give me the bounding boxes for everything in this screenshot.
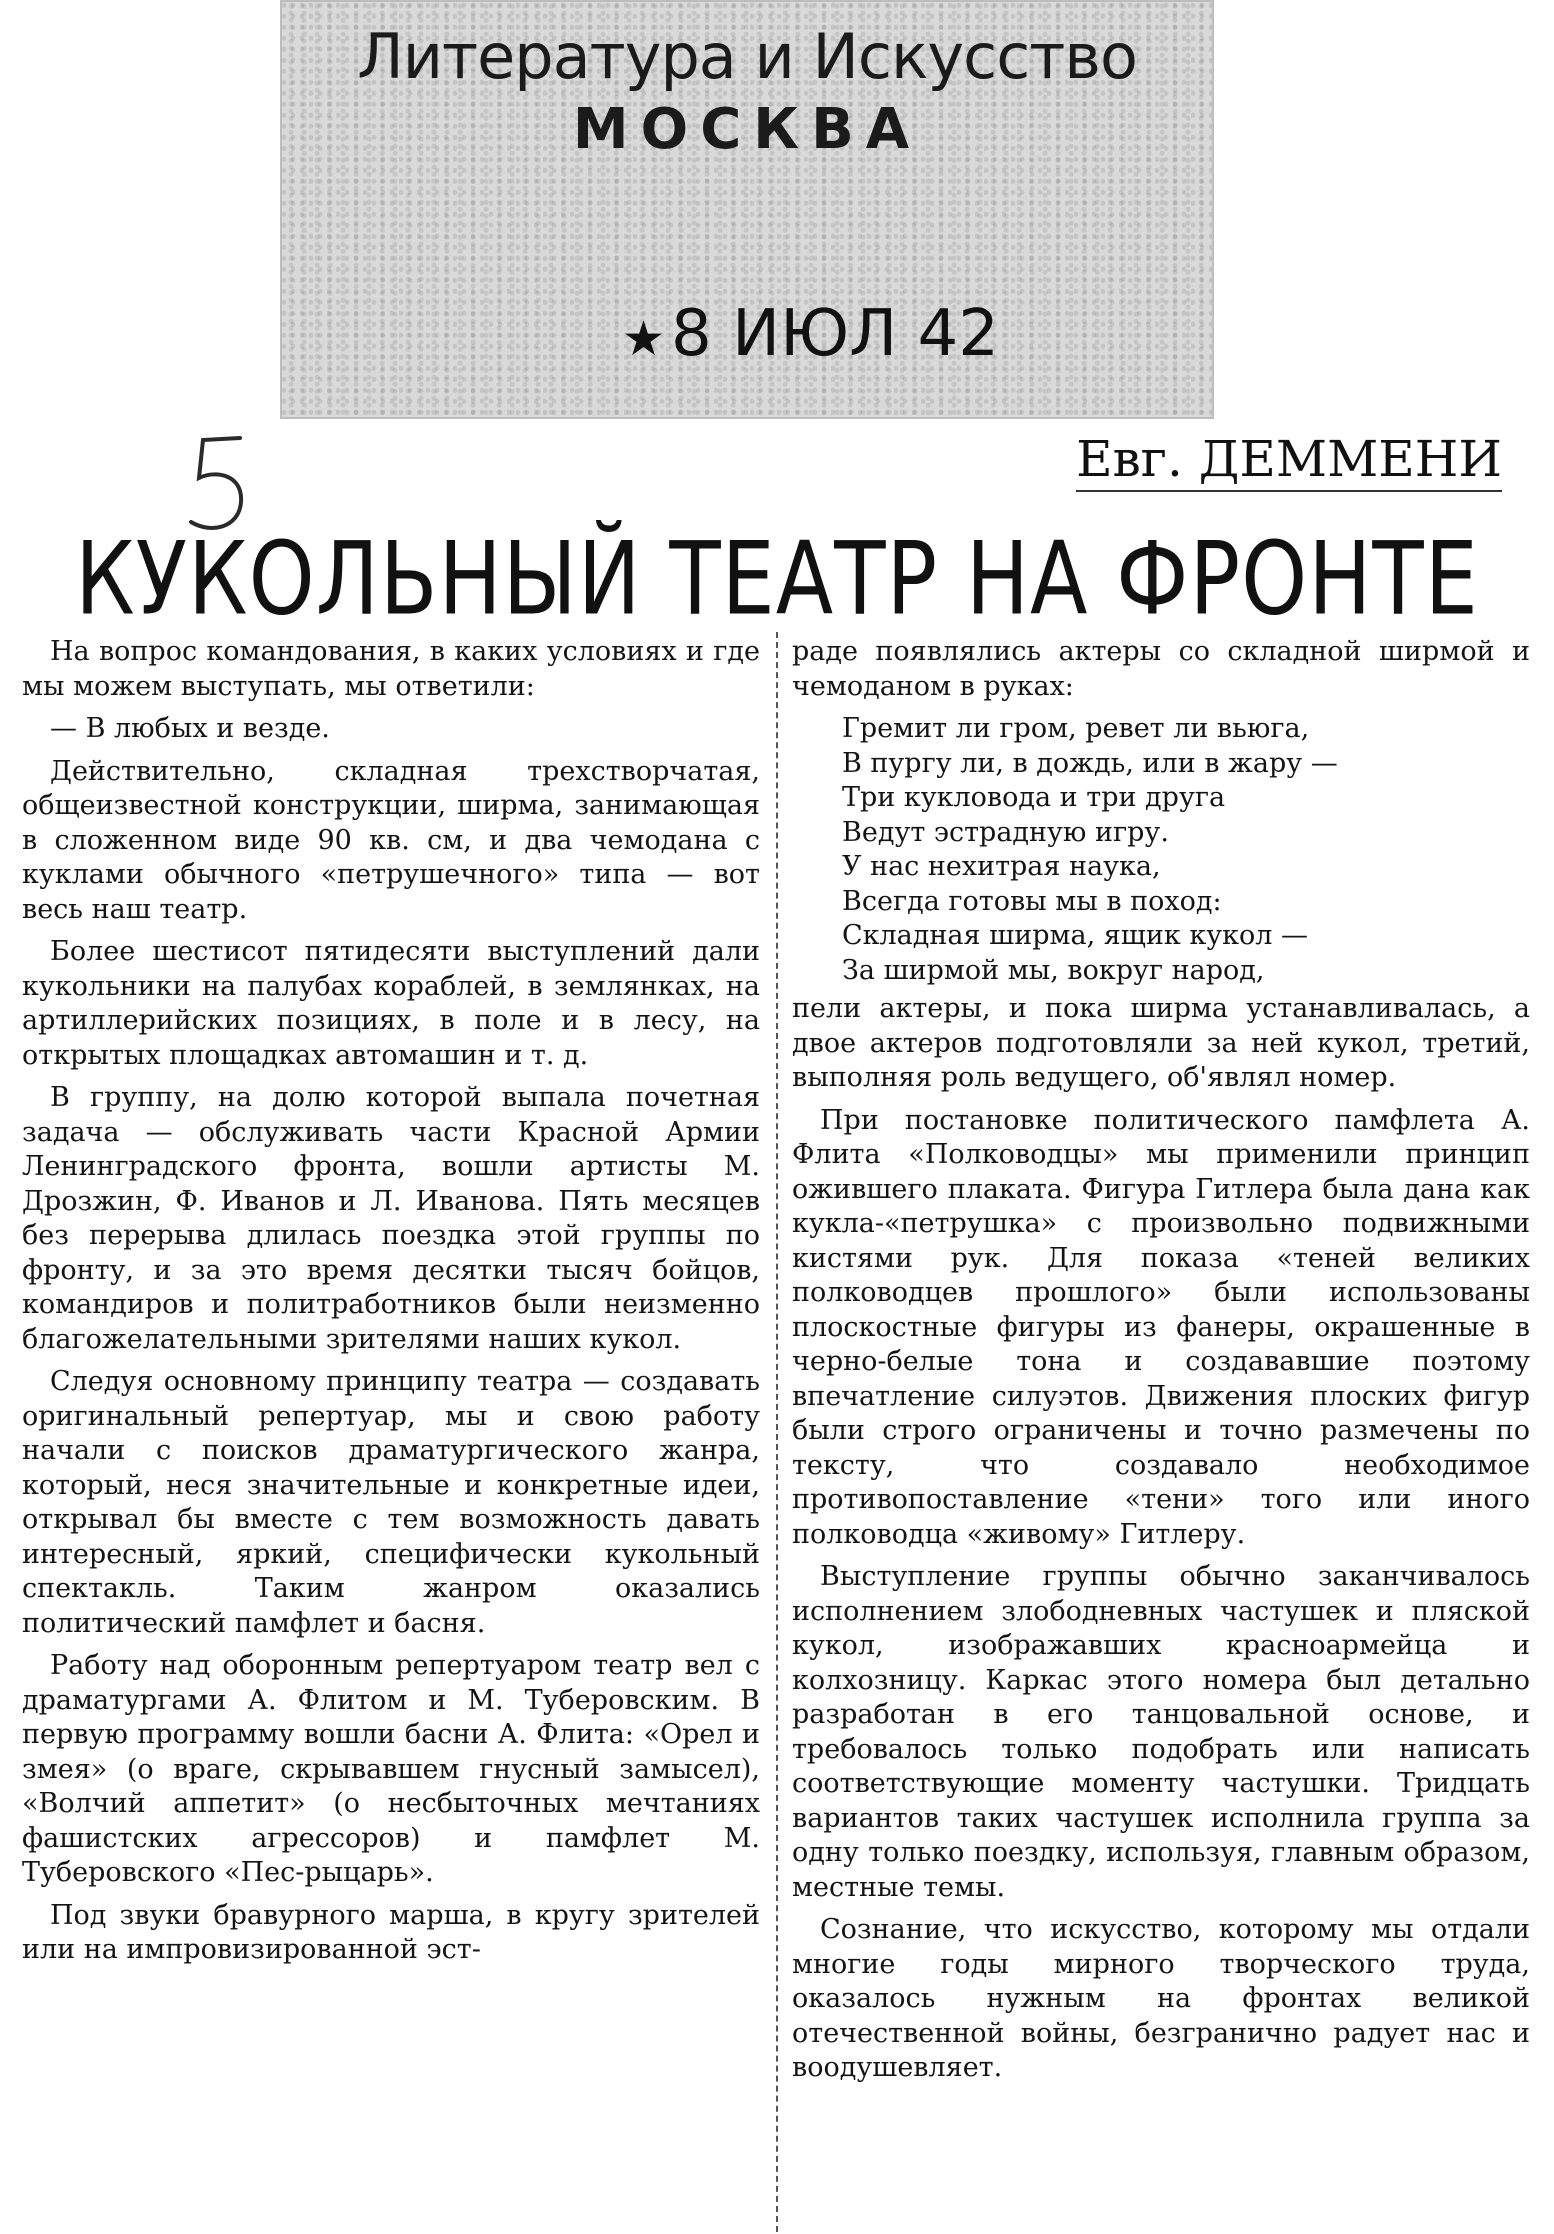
paragraph: — В любых и везде. <box>50 713 330 744</box>
paragraph: пели актеры, и пока ширма устанавливалась, а двое актеров подготовляли за ней кукол, третий, выполняя роль ведущего, об'являл номер. <box>792 993 1530 1093</box>
paragraph: Действительно, складная трехстворчатая, общеизвестной конструкции, ширма, занимающая в сложенном виде 90 кв. см, и два чемодана с куклами обычного «петрушечного» типа — вот весь наш театр. <box>22 755 760 925</box>
verse-line: В пургу ли, в дождь, или в жару — <box>842 747 1338 779</box>
star-icon: ★ <box>622 311 666 367</box>
left-column <box>22 635 760 1976</box>
verse-line: Три кукловода и три друга <box>842 782 1226 813</box>
verse-line: Ведут эстрадную игру. <box>842 816 1169 848</box>
paragraph: На вопрос командования, в каких условиях и где мы можем выступать, мы ответили: <box>22 636 760 702</box>
paragraph: Сознание, что искусство, которому мы отдали многие годы мирного творческого труда, оказалось нужным на фронтах великой отечественной войны, безгранично радует нас и воодушевляет. <box>792 1914 1530 2083</box>
paragraph: раде появлялись актеры со складной ширмой и чемоданом в руках: <box>792 636 1530 702</box>
verse-line: За ширмой мы, вокруг народ, <box>842 954 1265 986</box>
author-byline: Евг. ДЕММЕНИ <box>1076 430 1502 492</box>
paragraph: При постановке политического памфлета А. Флита «Полководцы» мы применили принцип ожившего плаката. Фигура Гитлера была дана как кукла-«петрушка» с произвольно подвижными кистями рук. Для показа «теней великих полководцев прошлого» были использованы плоскостные фигуры из фанеры, окрашенные в черно-белые тона и создававшие поэтому впечатление силуэтов. Движения плоских фигур были строго ограничены и точно размечены по тексту, что создавало необходимое противопоставление «тени» того или иного полководца «живому» Гитлеру. <box>792 1104 1530 1550</box>
paragraph: Под звуки бравурного марша, в кругу зрителей или на импровизированной эст- <box>22 1899 760 1965</box>
verse-line: Складная ширма, ящик кукол — <box>842 920 1308 951</box>
stamp-date: 8 ИЮЛ 42 <box>671 297 999 371</box>
clipping-stamp <box>280 0 1214 419</box>
verse-line: Гремит ли гром, ревет ли вьюга, <box>842 713 1310 744</box>
column-divider <box>776 632 778 2232</box>
publication-city: МОСКВА <box>572 97 922 162</box>
paragraph: Следуя основному принципу театра — создавать оригинальный репертуар, мы и свою работу начали с поисков драматургического жанра, который, неся значительные и конкретные идеи, открывал бы вместе с тем возможность давать интересный, яркий, специфически кукольный спектакль. Таким жанром оказались политический памфлет и басня. <box>22 1366 760 1639</box>
verse-line: У нас нехитрая наука, <box>842 851 1161 882</box>
paragraph: В группу, на долю которой выпала почетная задача — обслуживать части Красной Армии Ленинградского фронта, вошли артисты М. Дрозжин, Ф. Иванов и Л. Иванова. Пять месяцев без перерыва длилась поездка этой группы по фронту, и за это время десятки тысяч бойцов, командиров и политработников были неизменно благожелательными зрителями наших кукол. <box>22 1082 760 1355</box>
article-headline: КУКОЛЬНЫЙ ТЕАТР НА ФРОНТЕ <box>75 520 1479 638</box>
publication-name: Литература и Искусство <box>357 20 1137 93</box>
paragraph: Более шестисот пятидесяти выступлений дали кукольники на палубах кораблей, в землянках, на артиллерийских позициях, в поле и в лесу, на открытых площадках автомашин и т. д. <box>22 936 760 1071</box>
verse-line: Всегда готовы мы в поход: <box>842 885 1222 917</box>
stamp-date-row <box>622 297 999 371</box>
right-column <box>792 635 1530 2094</box>
paragraph: Выступление группы обычно заканчивалось исполнением злободневных частушек и пляской кукол, изображавших красноармейца и колхозницу. Каркас этого номера был детально разработан в его танцовальной основе, и требовалось только подобрать или написать соответствующие моменту частушки. Тридцать вариантов таких частушек исполнила группа за одну только поездку, используя, главным образом, местные темы. <box>792 1561 1530 1903</box>
song-verse <box>792 712 1530 988</box>
paragraph: Работу над оборонным репертуаром театр вел с драматургами А. Флитом и М. Туберовским. В первую программу вошли басни А. Флита: «Орел и змея» (о враге, скрывавшем гнусный замысел), «Волчий аппетит» (о несбыточных мечтаниях фашистских агрессоров) и памфлет М. Туберовского «Пес-рыцарь». <box>22 1650 760 1888</box>
